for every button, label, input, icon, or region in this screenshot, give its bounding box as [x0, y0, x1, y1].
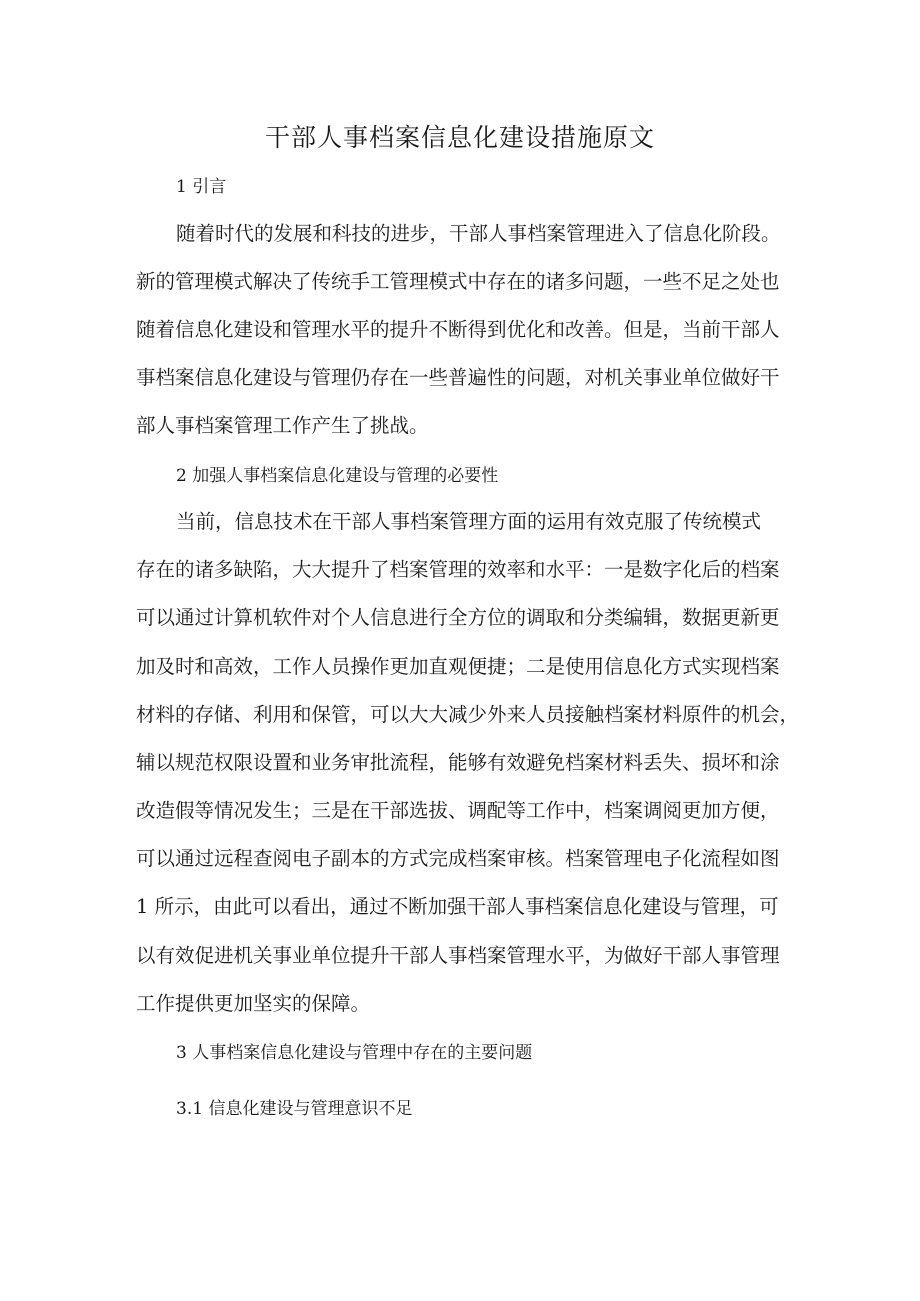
paragraph-line: 可以通过远程查阅电子副本的方式完成档案审核。档案管理电子化流程如图: [136, 847, 780, 870]
paragraph-line: 1 所示，由此可以看出，通过不断加强干部人事档案信息化建设与管理，可: [136, 895, 779, 918]
document-title: 干部人事档案信息化建设措施原文: [264, 123, 655, 152]
paragraph-line: 事档案信息化建设与管理仍存在一些普遍性的问题，对机关事业单位做好干: [136, 366, 780, 389]
paragraph-line: 工作提供更加坚实的保障。: [136, 992, 371, 1015]
paragraph-line: 随着信息化建设和管理水平的提升不断得到优化和改善。但是，当前干部人: [136, 318, 780, 341]
paragraph-line: 材料的存储、利用和保管，可以大大减少外来人员接触档案材料原件的机会，: [136, 703, 800, 726]
section-heading-problems: 3 人事档案信息化建设与管理中存在的主要问题: [176, 1043, 533, 1063]
paragraph-line: 新的管理模式解决了传统手工管理模式中存在的诸多问题，一些不足之处也: [136, 270, 780, 293]
paragraph-line: 可以通过计算机软件对个人信息进行全方位的调取和分类编辑，数据更新更: [136, 606, 780, 629]
paragraph-line: 部人事档案管理工作产生了挑战。: [136, 414, 429, 437]
section-heading-necessity: 2 加强人事档案信息化建设与管理的必要性: [176, 466, 499, 486]
paragraph-line: 存在的诸多缺陷，大大提升了档案管理的效率和水平：一是数字化后的档案: [136, 558, 780, 581]
paragraph-line: 改造假等情况发生；三是在干部选拔、调配等工作中，档案调阅更加方便，: [136, 799, 780, 822]
paragraph-line: 辅以规范权限设置和业务审批流程，能够有效避免档案材料丢失、损坏和涂: [136, 751, 780, 774]
paragraph-line: 当前，信息技术在干部人事档案管理方面的运用有效克服了传统模式: [176, 510, 762, 533]
subsection-heading-awareness: 3.1 信息化建设与管理意识不足: [176, 1099, 413, 1119]
paragraph-line: 以有效促进机关事业单位提升干部人事档案管理水平，为做好干部人事管理: [136, 944, 780, 967]
section-heading-introduction: 1 引言: [176, 177, 227, 197]
paragraph-line: 加及时和高效，工作人员操作更加直观便捷；二是使用信息化方式实现档案: [136, 655, 780, 678]
paragraph-line: 随着时代的发展和科技的进步，干部人事档案管理进入了信息化阶段。: [176, 222, 781, 245]
